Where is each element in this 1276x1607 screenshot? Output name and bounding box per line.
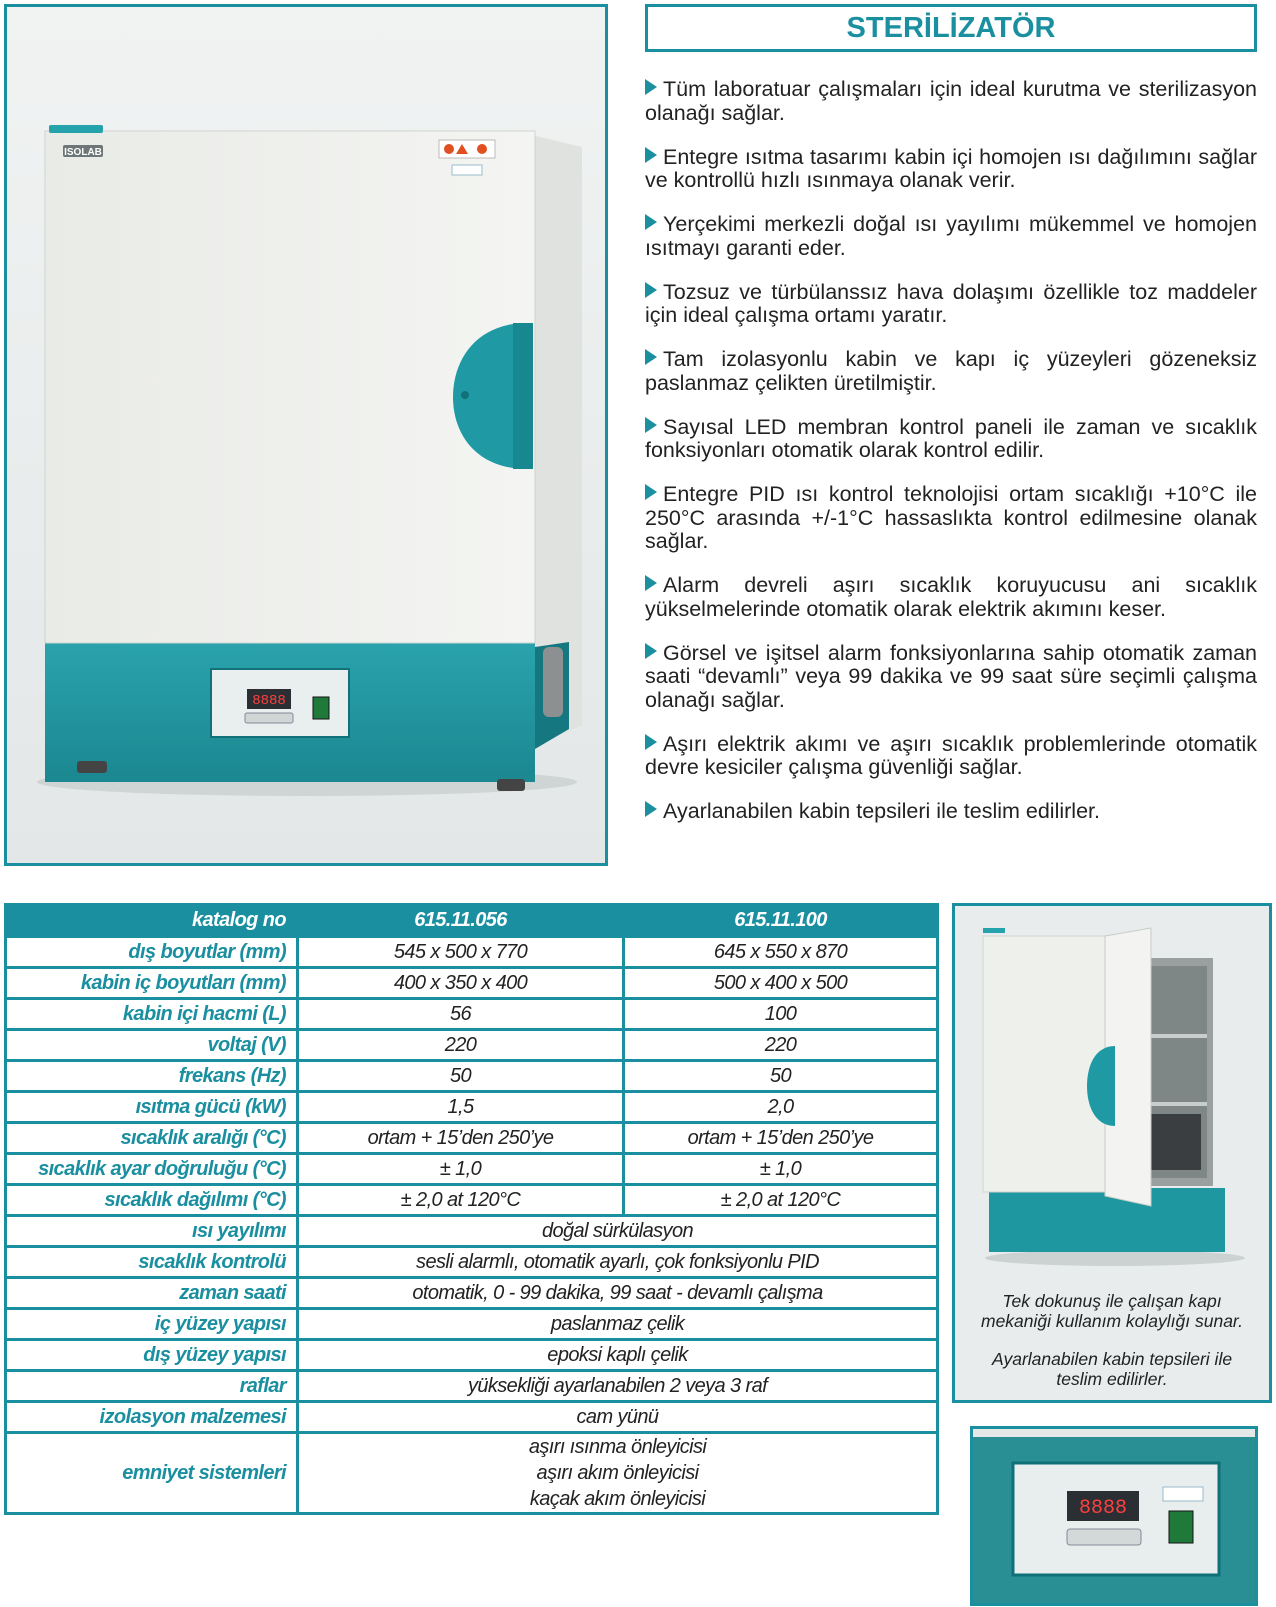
row-label: kabin içi hacmi (L) (6, 999, 298, 1030)
row-value: 50 (298, 1061, 624, 1092)
row-label: ısıtma gücü (kW) (6, 1092, 298, 1123)
row-value (298, 1433, 938, 1514)
main-product-photo (4, 4, 608, 866)
row-label: kabin iç boyutları (mm) (6, 968, 298, 999)
row-value: 645 x 550 x 870 (624, 937, 938, 968)
row-value: 400 x 350 x 400 (298, 968, 624, 999)
arrow-bullet-icon (645, 417, 657, 433)
row-value: 220 (298, 1030, 624, 1061)
row-value: 56 (298, 999, 624, 1030)
row-value: 220 (624, 1030, 938, 1061)
table-row (6, 1154, 938, 1185)
caption-line: Tek dokunuş ile çalışan kapı mekaniği kullanım kolaylığı sunar. (981, 1291, 1243, 1331)
row-value: ortam + 15’den 250’ye (298, 1123, 624, 1154)
row-value: otomatik, 0 - 99 dakika, 99 saat - devamlı çalışma (298, 1278, 938, 1309)
arrow-bullet-icon (645, 147, 657, 163)
row-value: doğal sürkülasyon (298, 1216, 938, 1247)
table-row (6, 1185, 938, 1216)
row-label: dış boyutlar (mm) (6, 937, 298, 968)
feature-item: Ayarlanabilen kabin tepsileri ile teslim edilirler. (645, 800, 1257, 824)
table-row (6, 1340, 938, 1371)
row-value: ± 2,0 at 120°C (624, 1185, 938, 1216)
feature-item: Tüm laboratuar çalışmaları için ideal kurutma ve sterilizasyon olanağı sağlar. (645, 77, 1257, 125)
row-label: sıcaklık dağılımı (°C) (6, 1185, 298, 1216)
feature-item: Tam izolasyonlu kabin ve kapı iç yüzeyleri gözeneksiz paslanmaz çelikten üretilmiştir. (645, 347, 1257, 395)
open-sterilizer-illustration (955, 906, 1269, 1286)
row-label: emniyet sistemleri (6, 1433, 298, 1514)
feature-item: Sayısal LED membran kontrol paneli ile zaman ve sıcaklık fonksiyonları otomatik olarak kontrol edilir. (645, 414, 1257, 462)
row-label: dış yüzey yapısı (6, 1340, 298, 1371)
feature-item: Tozsuz ve türbülanssız hava dolaşımı özellikle toz maddeler için ideal çalışma ortamı yaratır. (645, 279, 1257, 327)
row-value: ± 1,0 (624, 1154, 938, 1185)
arrow-bullet-icon (645, 575, 657, 591)
feature-item: Alarm devreli aşırı sıcaklık koruyucusu ani sıcaklık yükselmelerinde otomatik olarak elektrik akımını keser. (645, 573, 1257, 621)
header-col2: 615.11.100 (624, 905, 938, 937)
row-value: 1,5 (298, 1092, 624, 1123)
arrow-bullet-icon (645, 801, 657, 817)
row-value: yüksekliği ayarlanabilen 2 veya 3 raf (298, 1371, 938, 1402)
row-label: sıcaklık kontrolü (6, 1247, 298, 1278)
row-value: sesli alarmlı, otomatik ayarlı, çok fonksiyonlu PID (298, 1247, 938, 1278)
header-label: katalog no (6, 905, 298, 937)
arrow-bullet-icon (645, 214, 657, 230)
spec-table (4, 903, 939, 1515)
row-value: epoksi kaplı çelik (298, 1340, 938, 1371)
row-value: ortam + 15’den 250’ye (624, 1123, 938, 1154)
feature-item: Görsel ve işitsel alarm fonksiyonlarına sahip otomatik zaman saati “devamlı” veya 99 dakika ve 99 saat süre seçimli çalışma olanağı sağlar. (645, 640, 1257, 712)
table-row (6, 1278, 938, 1309)
feature-list (645, 78, 1257, 844)
arrow-bullet-icon (645, 643, 657, 659)
feature-item: Yerçekimi merkezli doğal ısı yayılımı mükemmel ve homojen ısıtmayı garanti eder. (645, 212, 1257, 260)
table-row (6, 1061, 938, 1092)
row-label: zaman saati (6, 1278, 298, 1309)
row-value: 2,0 (624, 1092, 938, 1123)
row-label: frekans (Hz) (6, 1061, 298, 1092)
table-row (6, 999, 938, 1030)
safety-line: kaçak akım önleyicisi (529, 1488, 706, 1510)
open-door-photo (952, 903, 1272, 1403)
arrow-bullet-icon (645, 282, 657, 298)
row-label: sıcaklık aralığı (°C) (6, 1123, 298, 1154)
row-value: 500 x 400 x 500 (624, 968, 938, 999)
table-row (6, 1092, 938, 1123)
table-row (6, 1247, 938, 1278)
control-panel-illustration (973, 1429, 1255, 1603)
header-col1: 615.11.056 (298, 905, 624, 937)
row-value: paslanmaz çelik (298, 1309, 938, 1340)
page-title: STERİLİZATÖR (645, 4, 1257, 52)
table-row (6, 1433, 938, 1514)
row-label: izolasyon malzemesi (6, 1402, 298, 1433)
led-display-closeup: 8888 (1078, 1497, 1128, 1520)
feature-item: Entegre PID ısı kontrol teknolojisi ortam sıcaklığı +10°C ile 250°C arasında +/-1°C hassaslıkta kontrol edilmesine olanak sağlar. (645, 482, 1257, 553)
feature-item: Entegre ısıtma tasarımı kabin içi homojen ısı dağılımını sağlar ve kontrollü hızlı ısınmaya olanak verir. (645, 144, 1257, 192)
safety-line: aşırı ısınma önleyicisi (528, 1436, 707, 1458)
arrow-bullet-icon (645, 349, 657, 365)
side-photo-caption (955, 1291, 1269, 1389)
control-panel-photo (970, 1426, 1258, 1606)
table-row (6, 968, 938, 999)
table-row (6, 1309, 938, 1340)
row-label: sıcaklık ayar doğruluğu (°C) (6, 1154, 298, 1185)
row-value: 50 (624, 1061, 938, 1092)
table-row (6, 937, 938, 968)
row-label: ısı yayılımı (6, 1216, 298, 1247)
table-row (6, 1216, 938, 1247)
arrow-bullet-icon (645, 484, 657, 500)
safety-line: aşırı akım önleyicisi (536, 1462, 699, 1484)
table-row (6, 1123, 938, 1154)
row-value: ± 2,0 at 120°C (298, 1185, 624, 1216)
row-label: raflar (6, 1371, 298, 1402)
row-value: ± 1,0 (298, 1154, 624, 1185)
arrow-bullet-icon (645, 79, 657, 95)
row-value: 545 x 500 x 770 (298, 937, 624, 968)
row-label: iç yüzey yapısı (6, 1309, 298, 1340)
brand-label: ISOLAB (64, 147, 102, 158)
arrow-bullet-icon (645, 734, 657, 750)
table-row (6, 1371, 938, 1402)
row-label: voltaj (V) (6, 1030, 298, 1061)
row-value: 100 (624, 999, 938, 1030)
table-row (6, 1402, 938, 1433)
feature-item: Aşırı elektrik akımı ve aşırı sıcaklık problemlerinde otomatik devre kesiciler çalışma güvenliği sağlar. (645, 731, 1257, 779)
led-display: 8888 (252, 693, 286, 709)
table-header-row (6, 905, 938, 937)
caption-line: Ayarlanabilen kabin tepsileri ile teslim edilirler. (991, 1349, 1233, 1389)
row-value: cam yünü (298, 1402, 938, 1433)
table-row (6, 1030, 938, 1061)
sterilizer-illustration (7, 7, 605, 863)
